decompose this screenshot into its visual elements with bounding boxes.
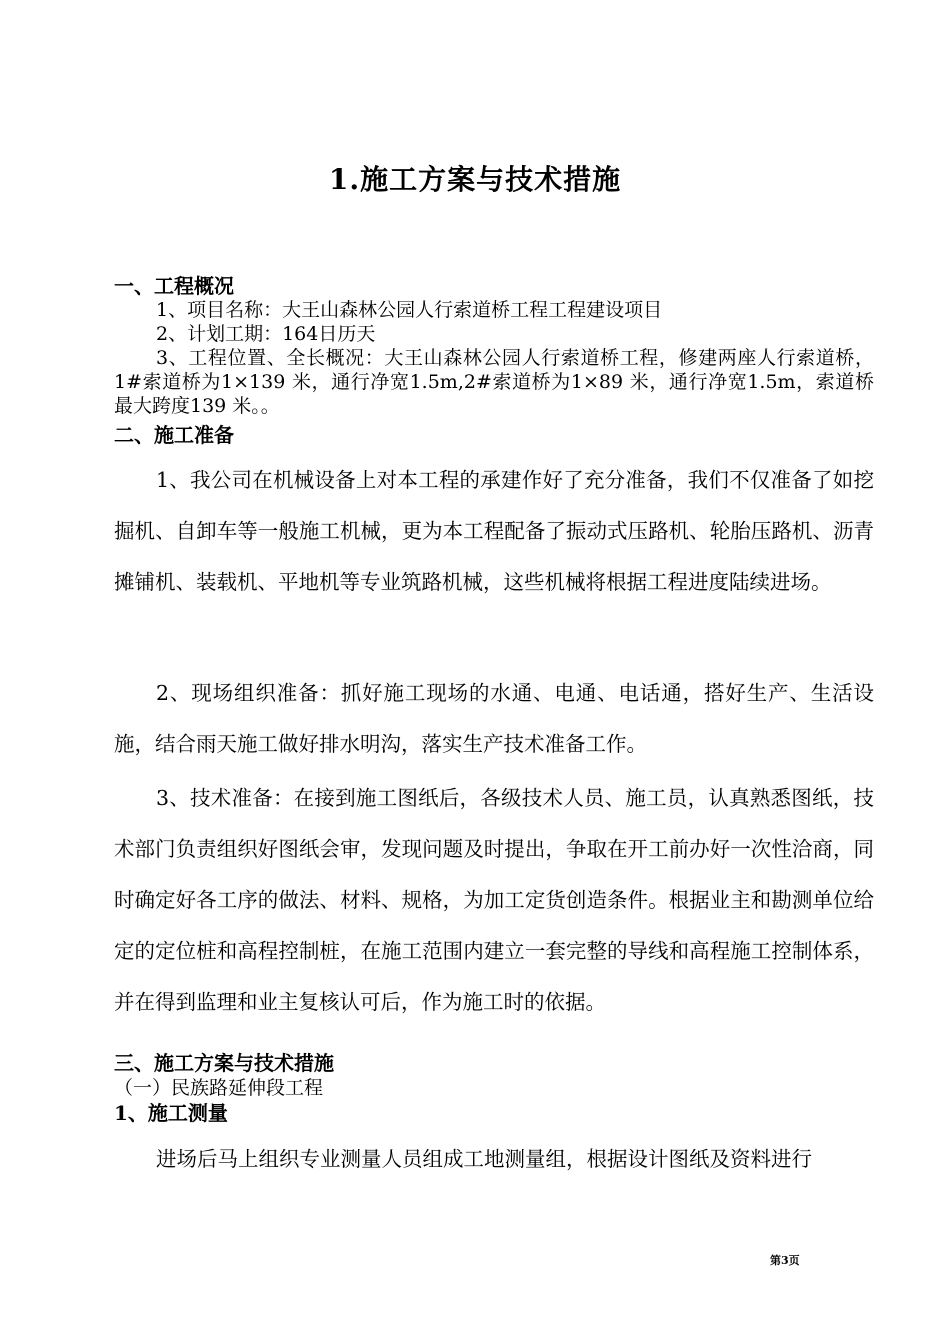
subsection-heading-survey: 1、施工测量	[114, 1101, 228, 1125]
page-number: 第3页	[770, 1254, 800, 1267]
technical-preparation-paragraph: 3、技术准备：在接到施工图纸后，各级技术人员、施工员，认真熟悉图纸，技术部门负责组织好图纸会审，发现问题及时提出，争取在开工前办好一次性洽商，同时确定好各工序的做法、材料、规格，为加工定货创造条件。根据业主和勘测单位给定的定位桩和高程控制桩，在施工范围内建立一套完整的导线和高程施工控制体系，并在得到监理和业主复核认可后，作为施工时的依据。	[114, 786, 874, 1014]
schedule-item: 2、计划工期：164日历天	[156, 323, 376, 345]
section-heading-overview: 一、工程概况	[114, 274, 234, 298]
section-heading-preparation: 二、施工准备	[114, 423, 234, 447]
site-organization-paragraph: 2、现场组织准备：抓好施工现场的水通、电通、电话通，搭好生产、生活设施，结合雨天施工做好排水明沟，落实生产技术准备工作。	[114, 681, 874, 756]
survey-paragraph: 进场后马上组织专业测量人员组成工地测量组，根据设计图纸及资料进行	[156, 1147, 812, 1171]
machinery-paragraph: 1、我公司在机械设备上对本工程的承建作好了充分准备，我们不仅准备了如挖掘机、自卸车等一般施工机械，更为本工程配备了振动式压路机、轮胎压路机、沥青摊铺机、装载机、平地机等专业筑路机械，这些机械将根据工程进度陆续进场。	[114, 468, 874, 594]
location-item: 3、工程位置、全长概况：大王山森林公园人行索道桥工程，修建两座人行索道桥， 1#索道桥为1×139 米，通行净宽1.5m,2#索道桥为1×89 米，通行净宽1.5m，索道桥最大跨度139 米。。	[114, 347, 874, 417]
project-name-item: 1、项目名称：大王山森林公园人行索道桥工程工程建设项目	[156, 299, 663, 321]
subsection-heading-road-extension: （一）民族路延伸段工程	[114, 1077, 324, 1099]
section-heading-construction-plan: 三、施工方案与技术措施	[114, 1051, 334, 1075]
document-title: 1.施工方案与技术措施	[328, 163, 622, 196]
